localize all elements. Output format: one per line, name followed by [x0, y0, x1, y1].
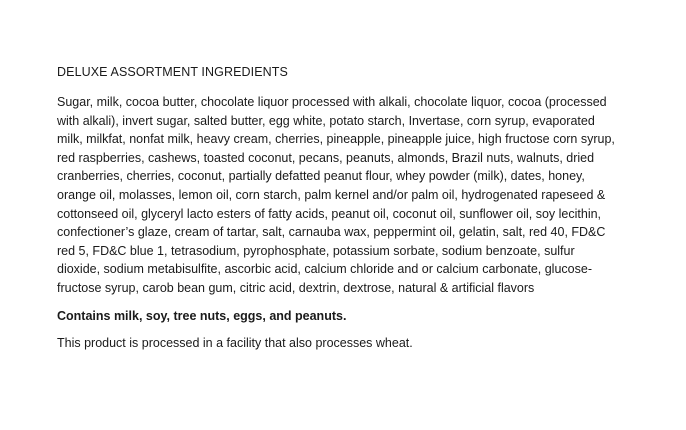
ingredients-document: [57, 64, 617, 352]
facility-statement: This product is processed in a facility that also processes wheat.: [57, 335, 413, 350]
allergen-statement: Contains milk, soy, tree nuts, eggs, and peanuts.: [57, 308, 347, 323]
document-title: DELUXE ASSORTMENT INGREDIENTS: [57, 65, 288, 79]
ingredients-list: Sugar, milk, cocoa butter, chocolate liquor processed with alkali, chocolate liquor, cocoa (processed with alkali), invert sugar, salted butter, egg white, potato starch, Invertase, corn syrup, evaporated milk, milkfat, nonfat milk, heavy cream, cherries, pineapple, pineapple juice, high fructose corn syrup, red raspberries, cashews, toasted coconut, pecans, peanuts, almonds, Brazil nuts, walnuts, dried cranberries, cherries, coconut, partially defatted peanut flour, whey powder (milk), dates, honey, orange oil, molasses, lemon oil, corn starch, palm kernel and/or palm oil, hydrogenated rapeseed & cottonseed oil, glyceryl lacto esters of fatty acids, peanut oil, coconut oil, sunflower oil, soy lecithin, confectioner’s glaze, cream of tartar, salt, carnauba wax, peppermint oil, gelatin, salt, red 40, FD&C red 5, FD&C blue 1, tetrasodium, pyrophosphate, potassium sorbate, sodium benzoate, sulfur dioxide, sodium metabisulfite, ascorbic acid, calcium chloride and or calcium carbonate, glucose-fructose syrup, carob bean gum, citric acid, dextrin, dextrose, natural & artificial flavors: [57, 95, 615, 295]
